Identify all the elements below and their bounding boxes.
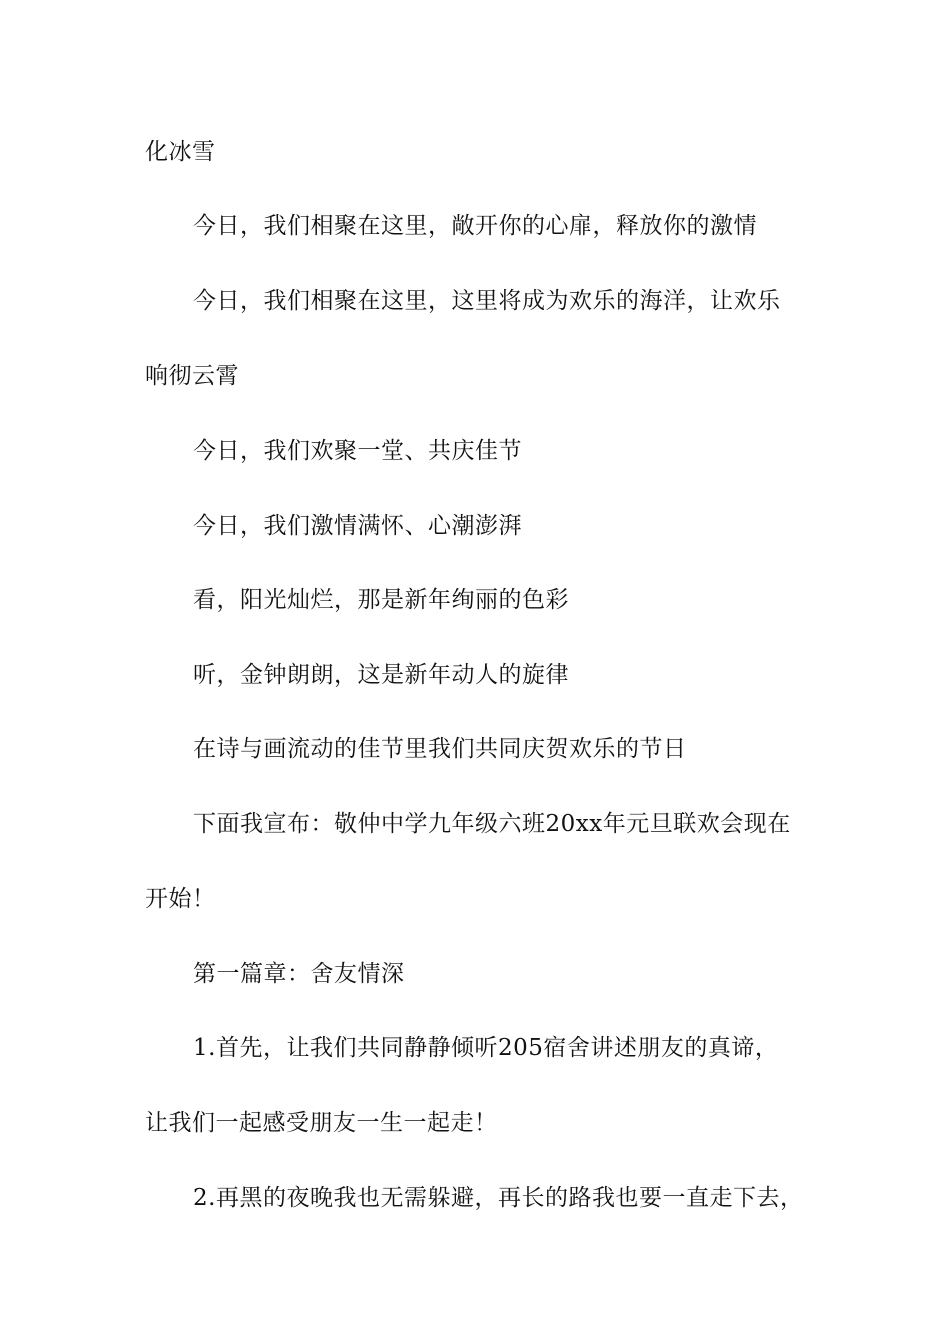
section-heading: 第一篇章：舍友情深 xyxy=(193,961,405,987)
text-line: 化冰雪 xyxy=(145,139,216,165)
text-line: 下面我宣布：敬仲中学九年级六班20xx年元旦联欢会现在 xyxy=(193,811,791,837)
text-line: 今日，我们相聚在这里，敞开你的心扉，释放你的激情 xyxy=(193,213,757,239)
text-line: 让我们一起感受朋友一生一起走！ xyxy=(145,1110,498,1136)
text-line: 1.首先，让我们共同静静倾听205宿舍讲述朋友的真谛， xyxy=(193,1035,779,1061)
text-line: 开始！ xyxy=(145,886,216,912)
text-line: 2.再黑的夜晚我也无需躲避，再长的路我也要一直走下去， xyxy=(193,1185,804,1211)
text-line: 今日，我们相聚在这里，这里将成为欢乐的海洋，让欢乐 xyxy=(193,288,781,314)
text-line: 听，金钟朗朗，这是新年动人的旋律 xyxy=(193,662,569,688)
text-line: 响彻云霄 xyxy=(145,363,239,389)
text-line: 在诗与画流动的佳节里我们共同庆贺欢乐的节日 xyxy=(193,736,687,762)
text-line: 今日，我们欢聚一堂、共庆佳节 xyxy=(193,438,522,464)
text-line: 今日，我们激情满怀、心潮澎湃 xyxy=(193,513,522,539)
text-line: 看，阳光灿烂，那是新年绚丽的色彩 xyxy=(193,587,569,613)
